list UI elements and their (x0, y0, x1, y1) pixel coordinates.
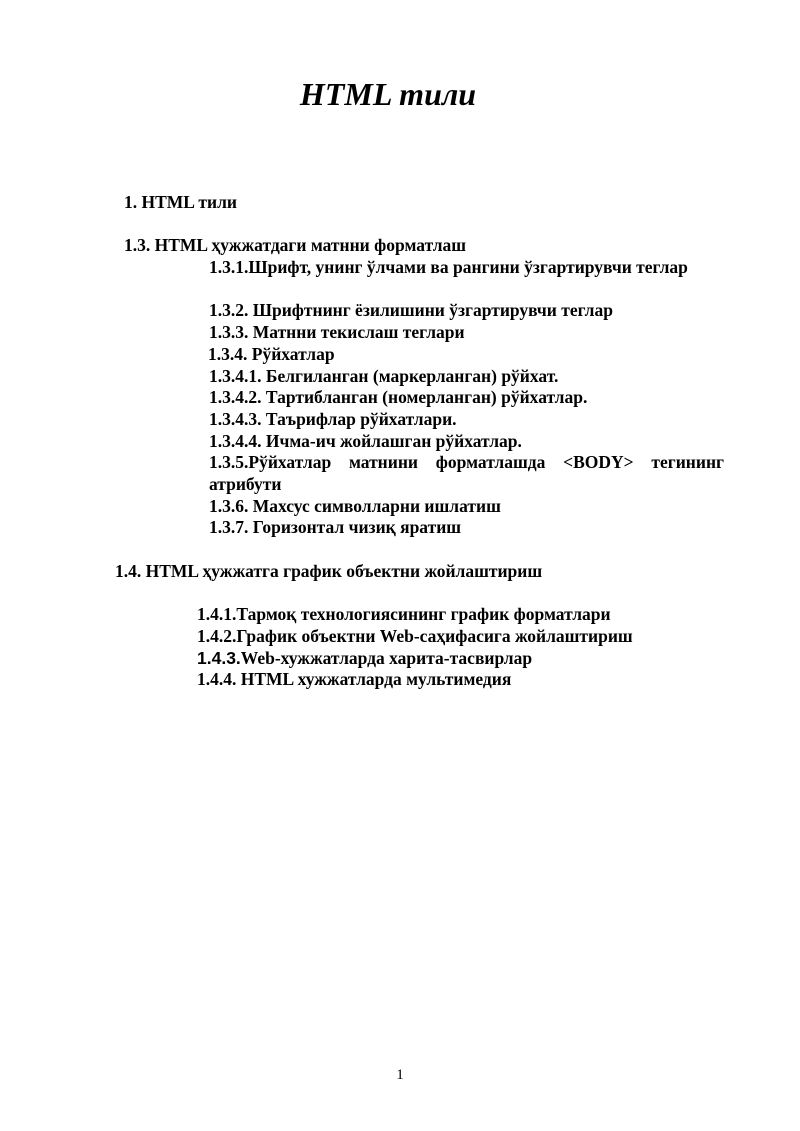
toc-entry-1-4-3-label: Web-хужжатларда харита-тасвирлар (240, 648, 533, 668)
toc-entry-1-4-1: 1.4.1.Тармоқ технологиясининг график форматлари (197, 604, 611, 624)
toc-entry-1-3-4-4: 1.3.4.4. Ичма-ич жойлашган рўйхатлар. (209, 431, 522, 451)
toc-entry-1-4-4: 1.4.4. HTML хужжатларда мультимедия (197, 669, 512, 689)
toc-entry-1-4: 1.4. HTML ҳужжатга график объектни жойлаштириш (115, 561, 543, 581)
toc-entry-1-3-4-3: 1.3.4.3. Таърифлар рўйхатлари. (209, 409, 457, 429)
toc-entry-1-4-2: 1.4.2.График объектни Web-саҳифасига жойлаштириш (197, 626, 633, 646)
page-number: 1 (396, 1067, 404, 1083)
toc-entry-1-3-4-1: 1.3.4.1. Белгиланган (маркерланган) рўйхат. (209, 366, 559, 386)
toc-entry-1-3-7: 1.3.7. Горизонтал чизиқ яратиш (209, 517, 462, 537)
toc-entry-1-4-3 (197, 647, 532, 669)
toc-entry-1-3-3: 1.3.3. Матнни текислаш теглари (209, 322, 465, 342)
toc-entry-1-3-6: 1.3.6. Махсус символларни ишлатиш (209, 496, 501, 516)
toc-entry-1-3: 1.3. HTML ҳужжатдаги матнни форматлаш (124, 235, 467, 255)
document-title: HTML тили (299, 76, 477, 112)
toc-entry-1-3-1: 1.3.1.Шрифт, унинг ўлчами ва рангини ўзгартирувчи теглар (209, 257, 688, 277)
toc-entry-1-3-4-2: 1.3.4.2. Тартибланган (номерланган) рўйхатлар. (209, 387, 588, 407)
toc-entry-1-3-2: 1.3.2. Шрифтнинг ёзилишини ўзгартирувчи теглар (209, 300, 613, 320)
toc-entry-1-3-5: 1.3.5.Рўйхатлар матнини форматлашда <BODY> тегининг атрибути (209, 452, 724, 494)
toc-entry-1-4-3-number: 1.4.3. (197, 648, 241, 668)
toc-entry-1-3-4: 1.3.4. Рўйхатлар (208, 344, 335, 364)
toc-entry-1: 1. HTML тили (124, 192, 237, 212)
